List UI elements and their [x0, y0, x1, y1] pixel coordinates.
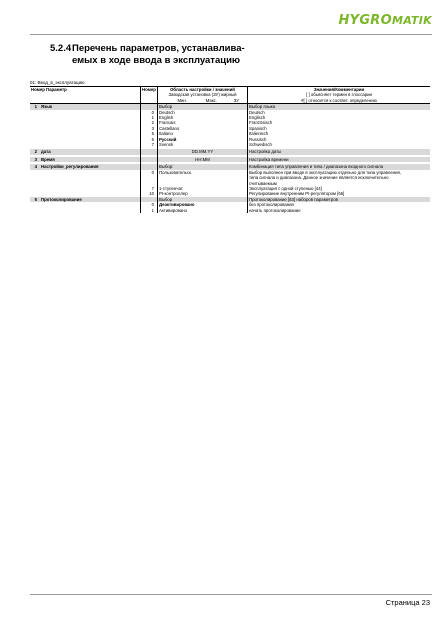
header-param: Номер Параметр [30, 87, 141, 93]
subheader-range: Заводская установка (ЗУ) жирный [158, 92, 248, 97]
table-row: 5 Italiano Italienisch [30, 131, 430, 136]
section-number: 5.2.4 [50, 43, 72, 54]
table-row: 1 Активировано начать протоколирование [30, 208, 430, 213]
table-row: 0 Deutsch Deutsch [30, 110, 430, 115]
table-row: 4 Настройки_регулирования Выбор: Комбинация типа управления и типа / диапазона входного сигнала [30, 164, 430, 169]
max-label: Макс. [205, 97, 217, 103]
header-divider [30, 34, 432, 35]
heading-line-1: Перечень параметров, устанавлива- [72, 43, 245, 54]
min-label: Мин. [177, 97, 187, 103]
table-row: считываемым [30, 181, 430, 186]
table-row: 7 1-ступенчат. Эксплуатация с одной ступенью [44] [30, 186, 430, 191]
table-caption: 01: Ввод_в_эксплуатацию [30, 80, 85, 85]
subheader-comment: [ ] обьясняет термин в глоссарии [248, 92, 431, 97]
table-row: 5 Протоколирование Выбор Протоколирование [63] наборов параметров [30, 197, 430, 202]
table-row: 3 Время HH:MM Настройка времени [30, 157, 430, 162]
table-row: 2 Francais Französisch [30, 120, 430, 125]
table-row: 1 English Englisch [30, 115, 430, 120]
heading-line-2: емых в ходе ввода в эксплуатацию [72, 55, 241, 66]
hygromatik-logo: HYGROMATIK [338, 13, 432, 28]
table-row: 10 PI-контроллер Регулирование внутренним PI-регулятором [66] [30, 191, 430, 196]
header-range: Область настройки / значений [158, 87, 248, 93]
header-number: Номер [142, 87, 156, 92]
table-row: 0 Пользовательск. Выбор выполнен при вводе в эксплуатацию отдельно для типа управления, [30, 170, 430, 175]
footer-divider [30, 594, 432, 595]
section-heading [50, 43, 350, 67]
parameter-table [30, 86, 430, 213]
table-row: 1 Язык Выбор Выбор языка [30, 104, 430, 110]
table-row: 3 Castellano Spanisch [30, 126, 430, 131]
table-row: 0 Деактивировано без протоколирования [30, 202, 430, 207]
zu-label: ЗУ [233, 97, 239, 103]
table-row: типа сигнала и диапазона. Данное значение является исключительно [30, 175, 430, 180]
subheader-comment-2: #[ ] относится к соответ. определению [248, 98, 431, 104]
table-row: 7 Svensk Schwedisch [30, 142, 430, 147]
table-row: 6 Русский Russisch [30, 137, 430, 142]
table-row: 2 дата DD.MM.YY Настройка даты [30, 149, 430, 154]
header-comment: Значения/Комментарии [248, 87, 431, 93]
page-number: Страница 23 [385, 598, 430, 607]
